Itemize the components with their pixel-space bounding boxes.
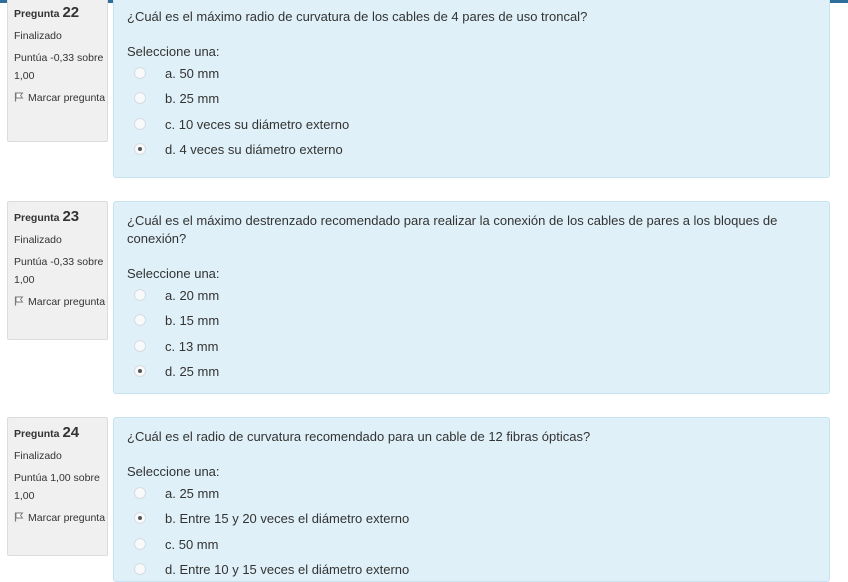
question-info [7, 201, 108, 340]
option-label[interactable]: b. 25 mm [165, 91, 220, 107]
option-label[interactable]: d. Entre 10 y 15 veces el diámetro externo [165, 561, 410, 577]
answer-option[interactable] [127, 308, 816, 333]
flag-icon [14, 296, 24, 306]
option-label[interactable]: b. Entre 15 y 20 veces el diámetro externo [165, 511, 410, 527]
radio-button[interactable] [134, 314, 146, 326]
radio-button-selected[interactable] [134, 143, 146, 155]
question-text: ¿Cuál es el radio de curvatura recomendado para un cable de 12 fibras ópticas? [127, 429, 591, 444]
question-info [7, 417, 108, 556]
option-label[interactable]: b. 15 mm [165, 313, 220, 329]
answer-option[interactable] [127, 506, 816, 531]
question-grade: Puntúa -0,33 sobre 1,00 [14, 256, 104, 286]
flag-label[interactable]: Marcar pregunta [28, 92, 106, 104]
radio-button[interactable] [134, 92, 146, 104]
question-info [7, 0, 108, 142]
question-state: Finalizado [14, 234, 62, 246]
flag-label[interactable]: Marcar pregunta [28, 512, 106, 524]
answer-option[interactable] [127, 359, 816, 384]
flag-label[interactable]: Marcar pregunta [28, 296, 106, 308]
answer-option[interactable] [127, 112, 816, 137]
radio-button[interactable] [134, 487, 146, 499]
answer-option[interactable] [127, 283, 816, 308]
flag-icon [14, 512, 24, 522]
question-text: ¿Cuál es el máximo radio de curvatura de los cables de 4 pares de uso troncal? [127, 9, 588, 24]
answer-options [127, 481, 816, 582]
answer-options [127, 283, 816, 384]
question-content [113, 0, 830, 178]
option-label[interactable]: a. 50 mm [165, 66, 220, 81]
option-label[interactable]: c. 10 veces su diámetro externo [165, 116, 350, 132]
flag-question-link[interactable] [14, 293, 107, 311]
flag-question-link[interactable] [14, 509, 107, 527]
answer-prompt: Seleccione una: [127, 464, 220, 479]
flag-question-link[interactable] [14, 89, 107, 107]
question-grade: Puntúa -0,33 sobre 1,00 [14, 52, 104, 82]
answer-option[interactable] [127, 557, 816, 582]
radio-button-selected[interactable] [134, 365, 146, 377]
option-label[interactable]: a. 20 mm [165, 288, 220, 303]
answer-option[interactable] [127, 532, 816, 557]
answer-prompt: Seleccione una: [127, 44, 220, 59]
radio-button[interactable] [134, 67, 146, 79]
answer-option[interactable] [127, 86, 816, 111]
answer-option[interactable] [127, 61, 816, 86]
option-label[interactable]: d. 4 veces su diámetro externo [165, 141, 343, 157]
radio-button[interactable] [134, 538, 146, 550]
question-content [113, 417, 830, 582]
radio-button-selected[interactable] [134, 512, 146, 524]
flag-icon [14, 92, 24, 102]
answer-prompt: Seleccione una: [127, 266, 220, 281]
radio-button[interactable] [134, 118, 146, 130]
answer-options [127, 61, 816, 162]
answer-option[interactable] [127, 334, 816, 359]
answer-option[interactable] [127, 481, 816, 506]
answer-option[interactable] [127, 137, 816, 162]
radio-button[interactable] [134, 563, 146, 575]
question-grade: Puntúa 1,00 sobre 1,00 [14, 472, 100, 502]
option-label[interactable]: c. 13 mm [165, 338, 219, 354]
question-number: Pregunta 24 [14, 424, 80, 441]
question-number: Pregunta 22 [14, 4, 80, 21]
option-label[interactable]: c. 50 mm [165, 536, 219, 552]
option-label[interactable]: d. 25 mm [165, 363, 220, 379]
question-state: Finalizado [14, 450, 62, 462]
option-label[interactable]: a. 25 mm [165, 486, 220, 501]
question-content [113, 201, 830, 394]
question-text: ¿Cuál es el máximo destrenzado recomendado para realizar la conexión de los cables de pares a los bloques de conexión? [127, 213, 778, 246]
radio-button[interactable] [134, 340, 146, 352]
question-number: Pregunta 23 [14, 208, 80, 225]
radio-button[interactable] [134, 289, 146, 301]
question-state: Finalizado [14, 30, 62, 42]
